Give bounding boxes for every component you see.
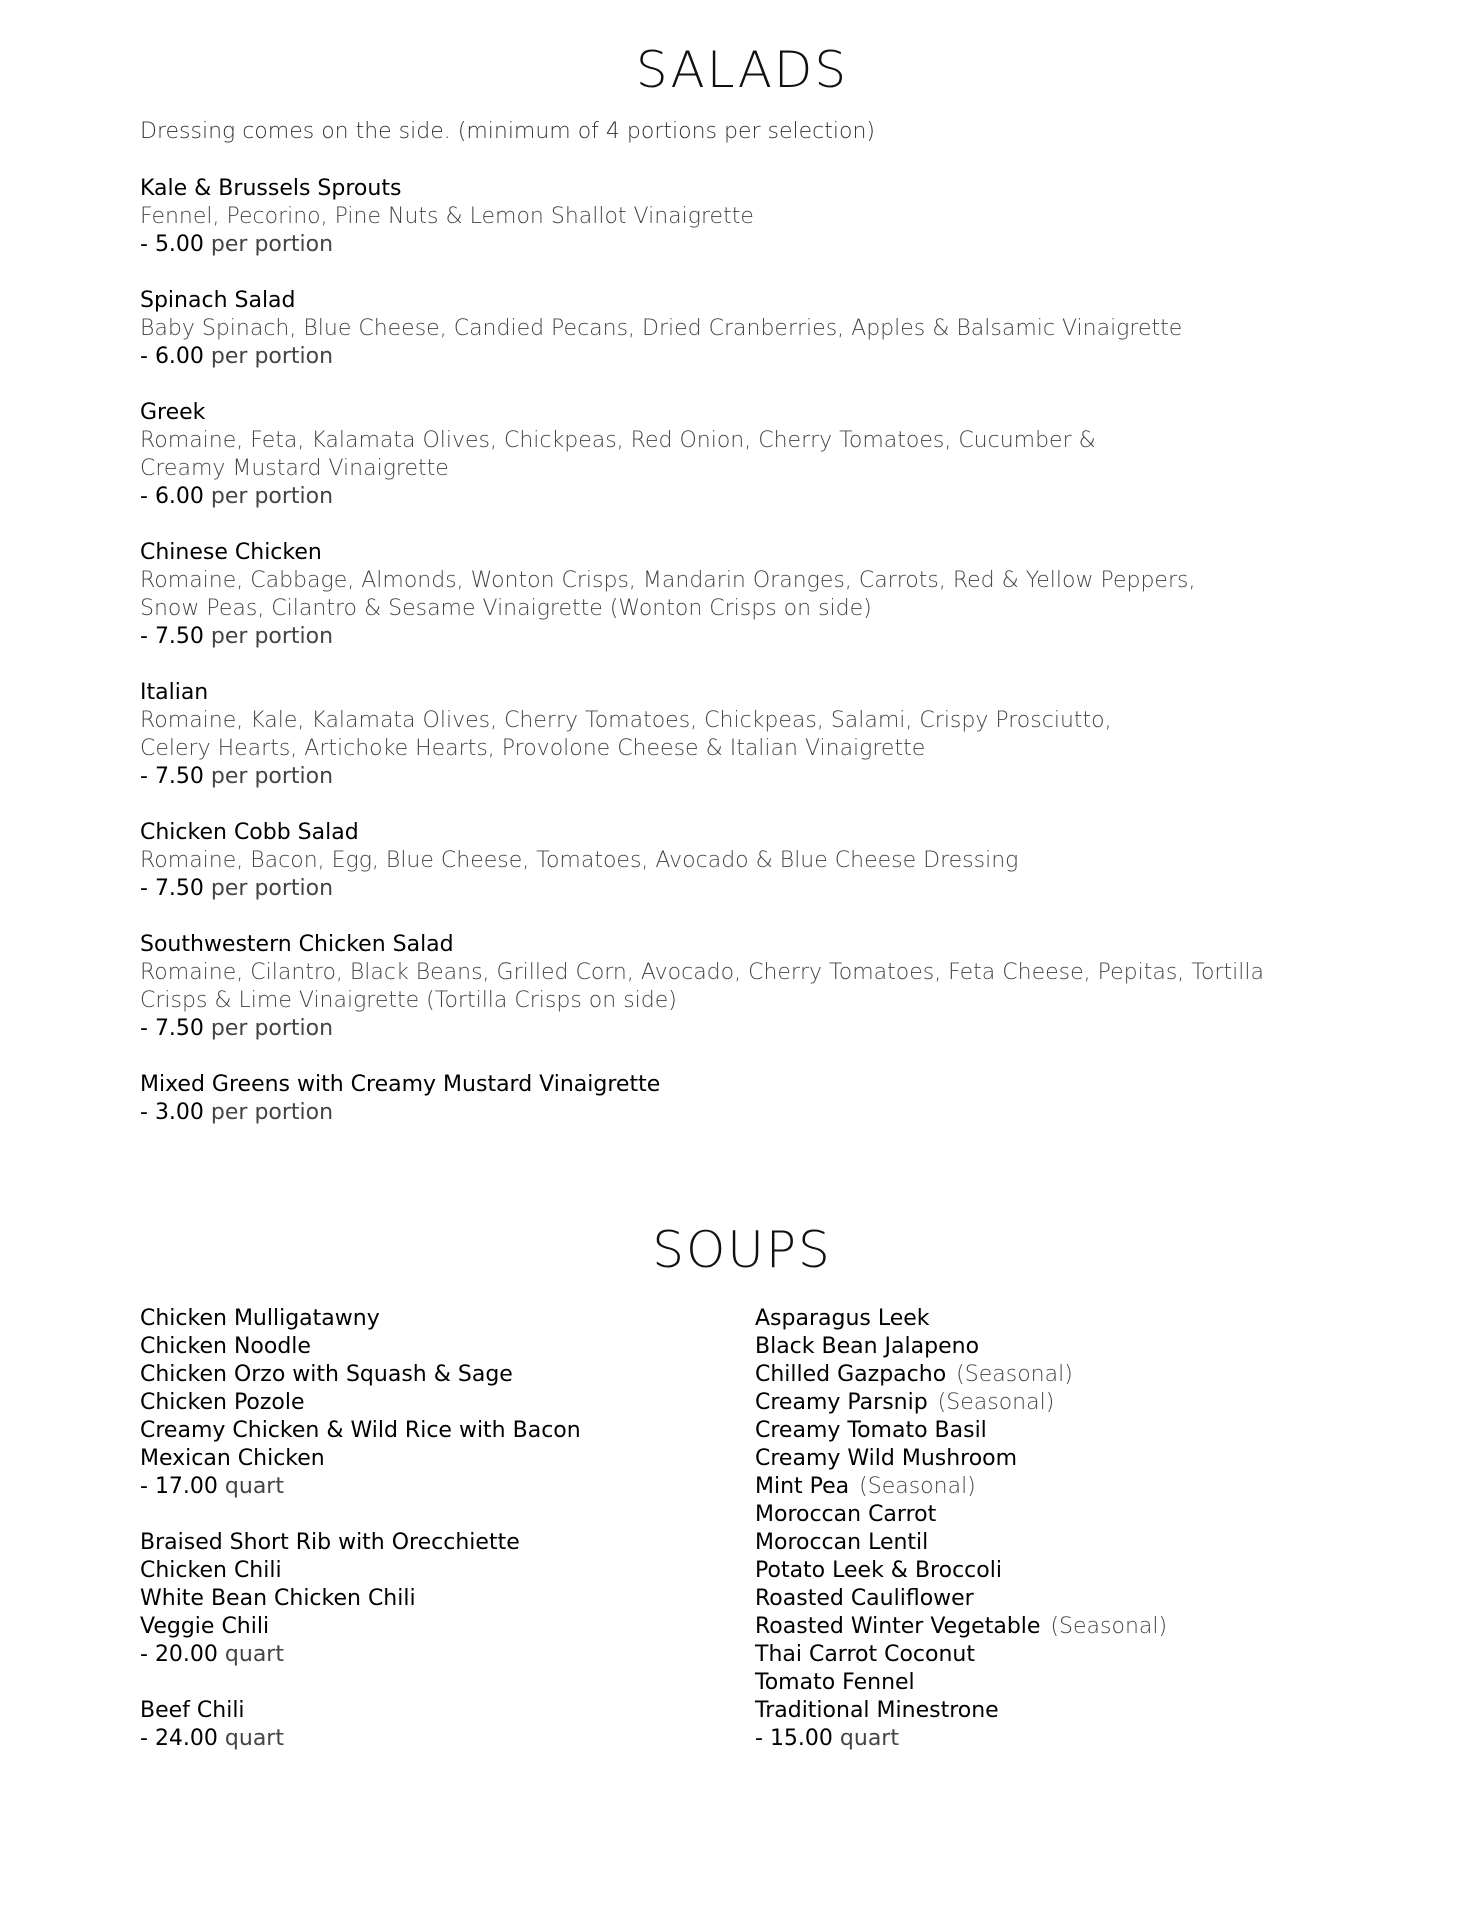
salad-name: Greek — [140, 400, 206, 425]
salad-name: Italian — [140, 680, 209, 705]
price-unit: per portion — [203, 624, 334, 649]
salad-description: Romaine, Kale, Kalamata Olives, Cherry Tomatoes, Chickpeas, Salami, Crispy Prosciutto, — [140, 708, 1112, 733]
soup-name: Tomato Fennel — [755, 1670, 915, 1695]
soup-name: Moroccan Lentil — [755, 1530, 929, 1555]
price-dash: - — [755, 1726, 770, 1751]
soup-name: Creamy Parsnip — [755, 1390, 928, 1415]
soup-item — [140, 1305, 700, 1333]
soup-name: Traditional Minestrone — [755, 1698, 999, 1723]
salad-item — [140, 399, 1360, 511]
price-unit: per portion — [203, 484, 334, 509]
price-line — [140, 623, 1360, 651]
price-amount: 6.00 — [154, 344, 204, 369]
price-amount: 20.00 — [154, 1642, 218, 1667]
soup-group — [140, 1697, 700, 1753]
soup-name: Black Bean Jalapeno — [755, 1334, 980, 1359]
salad-description: Creamy Mustard Vinaigrette — [140, 456, 449, 481]
price-amount: 6.00 — [154, 484, 204, 509]
price-line — [140, 231, 1360, 259]
price-amount: 7.50 — [154, 876, 204, 901]
soup-name: Chicken Orzo with Squash & Sage — [140, 1362, 513, 1387]
price-line — [140, 483, 1360, 511]
salads-note: Dressing comes on the side. (minimum of 4 portions per selection) — [140, 119, 875, 144]
price-unit: per portion — [203, 344, 334, 369]
soup-item — [140, 1613, 700, 1641]
soup-name: Mint Pea — [755, 1474, 850, 1499]
price-dash: - — [140, 1642, 155, 1667]
price-amount: 7.50 — [154, 1016, 204, 1041]
soup-item — [140, 1389, 700, 1417]
soup-item — [755, 1641, 1315, 1669]
price-line — [755, 1725, 1315, 1753]
soup-item — [140, 1585, 700, 1613]
soup-name: Thai Carrot Coconut — [755, 1642, 975, 1667]
soup-name: Moroccan Carrot — [755, 1502, 937, 1527]
soup-item — [755, 1613, 1315, 1641]
price-unit: per portion — [203, 1100, 334, 1125]
salad-description: Crisps & Lime Vinaigrette (Tortilla Crisps on side) — [140, 988, 677, 1013]
price-unit: per portion — [203, 876, 334, 901]
soup-name: Roasted Cauliflower — [755, 1586, 974, 1611]
soup-item — [140, 1557, 700, 1585]
price-unit: quart — [832, 1726, 899, 1751]
soup-name: Chicken Noodle — [140, 1334, 311, 1359]
soup-item — [755, 1417, 1315, 1445]
soup-item — [755, 1501, 1315, 1529]
price-unit: quart — [217, 1726, 284, 1751]
salad-description: Baby Spinach, Blue Cheese, Candied Pecans, Dried Cranberries, Apples & Balsamic Vinaigrette — [140, 316, 1183, 341]
soup-name: Roasted Winter Vegetable — [755, 1614, 1041, 1639]
seasonal-tag: (Seasonal) — [956, 1362, 1073, 1387]
price-unit: quart — [217, 1474, 284, 1499]
soups-left-column — [140, 1305, 700, 1781]
price-amount: 7.50 — [154, 764, 204, 789]
salad-name: Southwestern Chicken Salad — [140, 932, 454, 957]
soup-item — [755, 1529, 1315, 1557]
soup-name: Potato Leek & Broccoli — [755, 1558, 1002, 1583]
salad-name: Chicken Cobb Salad — [140, 820, 359, 845]
soup-item — [755, 1361, 1315, 1389]
soup-item — [140, 1333, 700, 1361]
price-dash: - — [140, 344, 155, 369]
price-dash: - — [140, 624, 155, 649]
soup-item — [755, 1557, 1315, 1585]
soup-name: Braised Short Rib with Orecchiette — [140, 1530, 520, 1555]
salad-description: Snow Peas, Cilantro & Sesame Vinaigrette (Wonton Crisps on side) — [140, 596, 872, 621]
soup-name: Veggie Chili — [140, 1614, 270, 1639]
price-unit: quart — [217, 1642, 284, 1667]
price-dash: - — [140, 1016, 155, 1041]
seasonal-tag: (Seasonal) — [937, 1390, 1055, 1415]
soup-item — [755, 1445, 1315, 1473]
price-unit: per portion — [203, 1016, 334, 1041]
price-amount: 3.00 — [154, 1100, 204, 1125]
salad-description: Romaine, Cabbage, Almonds, Wonton Crisps, Mandarin Oranges, Carrots, Red & Yellow Peppers, — [140, 568, 1196, 593]
salad-name: Chinese Chicken — [140, 540, 322, 565]
price-line — [140, 1015, 1360, 1043]
soup-item — [755, 1333, 1315, 1361]
soup-item — [140, 1529, 700, 1557]
salad-item — [140, 931, 1360, 1043]
soup-item — [140, 1445, 700, 1473]
soup-item — [755, 1585, 1315, 1613]
salad-description: Romaine, Feta, Kalamata Olives, Chickpeas, Red Onion, Cherry Tomatoes, Cucumber & — [140, 428, 1096, 453]
soup-item — [140, 1417, 700, 1445]
salad-item — [140, 679, 1360, 791]
price-amount: 15.00 — [769, 1726, 833, 1751]
salad-description: Romaine, Bacon, Egg, Blue Cheese, Tomatoes, Avocado & Blue Cheese Dressing — [140, 848, 1019, 873]
soups-title: SOUPS — [652, 1221, 832, 1279]
soup-group — [755, 1305, 1315, 1753]
price-dash: - — [140, 1100, 155, 1125]
price-line — [140, 875, 1360, 903]
price-line — [140, 1473, 700, 1501]
soup-name: Chilled Gazpacho — [755, 1362, 947, 1387]
salad-item — [140, 175, 1360, 259]
price-dash: - — [140, 764, 155, 789]
price-dash: - — [140, 232, 155, 257]
salad-item — [140, 819, 1360, 903]
soup-group — [140, 1305, 700, 1501]
salad-description: Celery Hearts, Artichoke Hearts, Provolone Cheese & Italian Vinaigrette — [140, 736, 926, 761]
salad-name: Spinach Salad — [140, 288, 296, 313]
price-line — [140, 1099, 1360, 1127]
price-dash: - — [140, 876, 155, 901]
price-dash: - — [140, 1474, 155, 1499]
soup-name: Beef Chili — [140, 1698, 245, 1723]
price-line — [140, 1725, 700, 1753]
soup-name: Chicken Mulligatawny — [140, 1306, 380, 1331]
price-dash: - — [140, 1726, 155, 1751]
soup-name: Chicken Pozole — [140, 1390, 305, 1415]
soup-name: Creamy Wild Mushroom — [755, 1446, 1018, 1471]
price-line — [140, 1641, 700, 1669]
salads-title: SALADS — [635, 41, 849, 99]
price-amount: 17.00 — [154, 1474, 218, 1499]
seasonal-tag: (Seasonal) — [1050, 1614, 1168, 1639]
salad-item — [140, 287, 1360, 371]
price-amount: 7.50 — [154, 624, 204, 649]
salad-item — [140, 1071, 1360, 1127]
salad-item — [140, 539, 1360, 651]
salad-name: Kale & Brussels Sprouts — [140, 176, 402, 201]
soup-name: Creamy Chicken & Wild Rice with Bacon — [140, 1418, 581, 1443]
salad-description: Fennel, Pecorino, Pine Nuts & Lemon Shallot Vinaigrette — [140, 204, 754, 229]
seasonal-tag: (Seasonal) — [859, 1474, 976, 1499]
soup-item — [755, 1697, 1315, 1725]
soup-item — [755, 1305, 1315, 1333]
soup-item — [755, 1669, 1315, 1697]
soup-item — [140, 1361, 700, 1389]
price-unit: per portion — [203, 764, 334, 789]
soup-item — [755, 1389, 1315, 1417]
soup-item — [755, 1473, 1315, 1501]
salad-name: Mixed Greens with Creamy Mustard Vinaigrette — [140, 1072, 661, 1097]
price-unit: per portion — [203, 232, 334, 257]
price-amount: 24.00 — [154, 1726, 218, 1751]
price-line — [140, 763, 1360, 791]
soup-group — [140, 1529, 700, 1669]
soup-name: Chicken Chili — [140, 1558, 282, 1583]
soup-name: Creamy Tomato Basil — [755, 1418, 987, 1443]
price-dash: - — [140, 484, 155, 509]
price-amount: 5.00 — [154, 232, 204, 257]
soup-item — [140, 1697, 700, 1725]
salad-description: Romaine, Cilantro, Black Beans, Grilled Corn, Avocado, Cherry Tomatoes, Feta Cheese, Pepitas, Tortilla — [140, 960, 1264, 985]
salads-list — [140, 175, 1360, 1155]
soup-name: White Bean Chicken Chili — [140, 1586, 416, 1611]
soups-right-column — [755, 1305, 1315, 1781]
soup-name: Mexican Chicken — [140, 1446, 325, 1471]
soup-name: Asparagus Leek — [755, 1306, 930, 1331]
price-line — [140, 343, 1360, 371]
